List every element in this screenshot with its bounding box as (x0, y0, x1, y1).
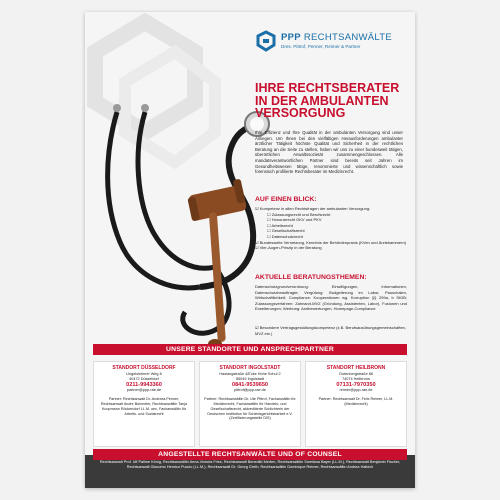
headline: IHRE RECHTSBERATER IN DER AMBULANTEN VERSORGUNG (255, 81, 400, 120)
location-card-ingolstadt: STANDORT INGOLSTADT Haslangstraße 4/Ecke Hohe Schul 2 85049 Ingolstadt 0841-9539650 pittrof@ppp-rae.de Partner: Rechtsanwältin Dr. Ute Pittrof, Fachanwältin für Medizinrecht, Fachanwältin für Handels- und Gesellschaftsrecht, akkreditierte Schlichterin der Deutschen Institution für Schiedsgerichtsbarkeit e.V. (Zertifizierungsstelle DIS) (199, 361, 301, 447)
email-link[interactable]: reimer@ppp-rae.de (339, 387, 373, 392)
list-item: ☑ Kompetenz in allen Rechtsfragen der ambulanten Versorgung: (255, 206, 371, 211)
logo-subtitle: Dres. Pittrof, Penner, Reimer & Partner (281, 44, 361, 49)
phone-number[interactable]: 0841-9539650 (231, 381, 269, 388)
standorte-heading: UNSERE STANDORTE UND ANSPRECHPARTNER (93, 344, 407, 355)
company-logo (255, 30, 405, 60)
location-card-heilbronn: STANDORT HEILBRONN Gutenbergstraße 86 74074 Heilbronn 07131-7970350 reimer@ppp-rae.de Partner: Rechtsanwalt Dr. Felix Reimer, LL.M. (Medizinrecht) (305, 361, 407, 447)
phone-number[interactable]: 0211-9943360 (126, 381, 162, 388)
ppp-logo-icon (255, 30, 277, 52)
list-item: ☐ Honorarrecht GKV und PKV (267, 217, 322, 223)
intro-text: Ihre Effizienz und Ihre Qualität in der ambulanten Versorgung sind unser Anliegen. Um Ihnen bei den vielfältigen Herausforderungen ambulanter ärztlicher Tätigkeit höchste Qualität und Sicherheit in der rechtlichen Beratung an die Seite zu stellen, haben wir uns zu einer bundesweit tätigen, überörtlichen Anwaltssozietät zusammengeschlossen. Alle mandatsverantwortlichen Partner sind bereits seit Jahren im Gesundheitswesen tätige, renommierte und wissenschaftlich sowie forensisch profilierte Rechtsberater im Medizinrecht. (255, 130, 403, 175)
list-item: ☑ Bundesweite Vernetzung, Kenntnis der Behördenpraxis (KVen und Ärztekammern) (255, 239, 407, 245)
list-item: ☐ Zulassungsrecht und Berufsrecht (267, 211, 331, 217)
auf-einen-blick-list (255, 206, 407, 251)
auf-einen-blick-heading: AUF EINEN BLICK: (255, 196, 317, 203)
footer-text: Rechtsanwalt Prof. Ulf Pallme König, Rechtsanwältin Anna-Victoria Fries, Rechtsanwalt Benedikt Merten, Rechtsanwältin Swetlana Bayer (LL.M.), Rechtsanwalt Benjamin Fischer, Rechtsanwalt Giacomo Henrico Puccio (LL.M.), Rechtsanwalt Dr. Georg Greth, Rechtsanwältin Dominique Reimer, Rechtsanwältin Andrea Halbich (99, 460, 401, 470)
poster (85, 12, 415, 488)
email-link[interactable]: partner@ppp-rae.de (126, 387, 162, 392)
list-item: ☐ Gesellschaftsrecht (267, 228, 305, 234)
aktuelle-themen-heading: AKTUELLE BERATUNGSTHEMEN: (255, 274, 367, 281)
email-link[interactable]: pittrof@ppp-rae.de (234, 387, 266, 392)
footer-heading: ANGESTELLTE RECHTSANWÄLTE UND OF COUNSEL (93, 449, 407, 460)
location-card-duesseldorf: STANDORT DÜSSELDORF Ungelsheimer Weg 8 40472 Düsseldorf 0211-9943360 partner@ppp-rae.de Partner: Rechtsanwalt Dr. Andreas Penner, Rechtsanwalt Andre Bohmeier, Rechtsanwältin Tanja Koopmann Röckendorf LL.M. oec, Fachanwältin für Arbeits- und Sozialrecht (93, 361, 195, 447)
list-item: ☑ Vier-Augen-Prinzip in der Beratung (255, 245, 322, 251)
list-item: ☐ Arbeitsrecht (267, 222, 293, 228)
phone-number[interactable]: 07131-7970350 (336, 381, 376, 388)
logo-text: PPP RECHTSANWÄLTE (281, 32, 393, 43)
aktuelle-themen-text: Datenschutzgrundverordnung: Einwilligungen, Informationen, Datenschutzbeauftragte; Vergütung: Budgetierung im Labor, Pauschalen, Wirtschaftlichkeit; Compliance: Kooperationen wg. Korruption §§ 299a, b StGB; Zulassungsverfahren: Zahnarzt-MVZ (Gründung, Assistenten, Labor), Fusionen und Erweiterungen; Werbung: Arztbewertungen, Homepage-Compliance (255, 284, 407, 312)
aktuelle-themen-extra: ☑ Besondere Vertragsgestaltungskompetenz (z.B. Berufsausübungsgemeinschaften, MVZ etc.) (255, 325, 407, 336)
list-item: ☐ Datenschutzrecht (267, 233, 303, 239)
